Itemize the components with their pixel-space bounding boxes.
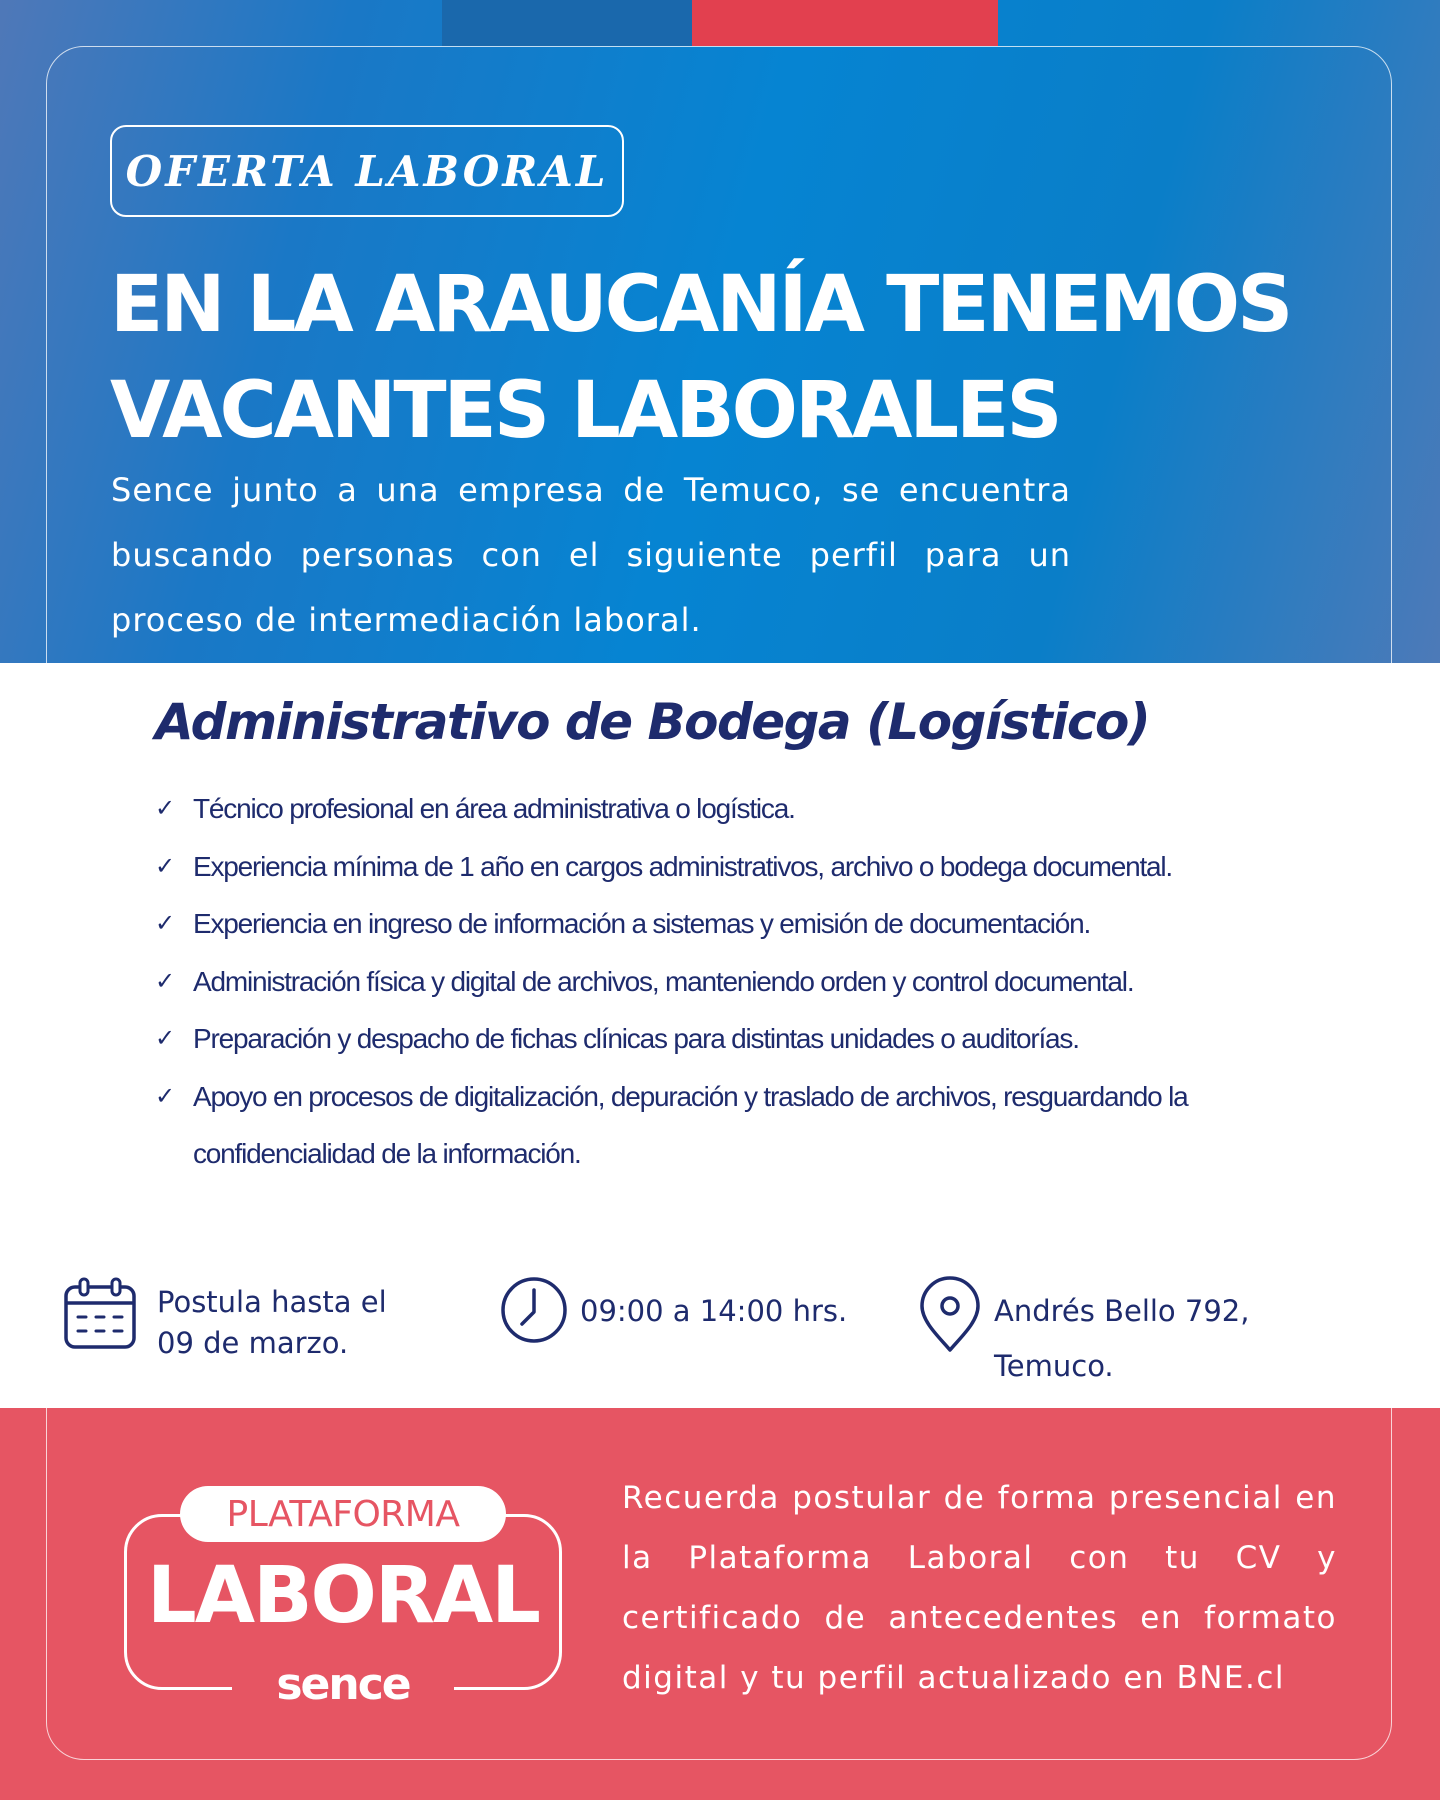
requirement-item: [155, 895, 1285, 953]
check-icon: ✓: [155, 1024, 174, 1052]
check-icon: ✓: [155, 794, 174, 822]
footer-section: [0, 1408, 1440, 1800]
clock-icon: [500, 1276, 568, 1344]
address-text: [994, 1284, 1249, 1394]
requirement-text: Preparación y despacho de fichas clínicas para distintas unidades o auditorías.: [193, 1023, 1079, 1054]
plataforma-laboral-logo: [124, 1486, 562, 1718]
logo-top-text: PLATAFORMA: [226, 1493, 460, 1535]
requirement-item: [155, 1010, 1285, 1068]
offer-tag: [110, 125, 624, 217]
requirement-text: Apoyo en procesos de digitalización, depuración y traslado de archivos, resguardando la confidencialidad de la información.: [193, 1080, 1188, 1169]
offer-tag-label: OFERTA LABORAL: [125, 146, 609, 196]
logo-pill: [180, 1486, 506, 1542]
requirement-item: [155, 953, 1285, 1011]
sence-brand: [232, 1656, 454, 1712]
hours-text: 09:00 a 14:00 hrs.: [580, 1294, 848, 1328]
address-info: [918, 1274, 1249, 1394]
deadline-line-1: Postula hasta el: [157, 1285, 387, 1319]
calendar-icon: [63, 1277, 137, 1351]
requirement-text: Experiencia en ingreso de información a sistemas y emisión de documentación.: [193, 908, 1091, 939]
requirements-list: [155, 780, 1285, 1183]
requirement-item: [155, 838, 1285, 896]
headline-line-2: VACANTES LABORALES: [110, 366, 1060, 456]
reminder-text: Recuerda postular de forma presencial en la Plataforma Laboral con tu CV y certificado de antecedentes en formato digital y tu perfil actualizado en BNE.cl: [622, 1480, 1337, 1696]
check-icon: ✓: [155, 909, 174, 937]
headline-line-1: EN LA ARAUCANÍA TENEMOS: [110, 260, 1291, 350]
hours-info: [500, 1276, 847, 1344]
requirement-item: [155, 1068, 1285, 1183]
position-title: Administrativo de Bodega (Logístico): [155, 693, 1150, 751]
address-line-1: Andrés Bello 792,: [994, 1294, 1250, 1328]
location-pin-icon: [918, 1274, 982, 1354]
logo-main-text: LABORAL: [147, 1551, 539, 1641]
address-line-2: Temuco.: [994, 1349, 1114, 1383]
requirement-text: Experiencia mínima de 1 año en cargos administrativos, archivo o bodega documental.: [193, 850, 1173, 882]
headline: [110, 252, 1350, 464]
top-stripe-red: [692, 0, 998, 46]
requirement-text: Administración física y digital de archivos, manteniendo orden y control documental.: [193, 965, 1134, 997]
deadline-text: [157, 1282, 387, 1364]
intro-text: Sence junto a una empresa de Temuco, se encuentra buscando personas con el siguiente perfil para un proceso de intermediación laboral.: [111, 471, 1071, 639]
deadline-line-2: 09 de marzo.: [157, 1326, 349, 1360]
requirement-text: Técnico profesional en área administrativa o logística.: [193, 793, 795, 824]
check-icon: ✓: [155, 1081, 174, 1110]
check-icon: ✓: [155, 966, 174, 995]
check-icon: ✓: [155, 851, 174, 880]
requirement-item: [155, 780, 1285, 838]
top-stripe-blue: [442, 0, 692, 46]
deadline-info: [63, 1277, 387, 1364]
header-section: [0, 0, 1440, 663]
sence-brand-text: sence: [276, 1658, 410, 1710]
